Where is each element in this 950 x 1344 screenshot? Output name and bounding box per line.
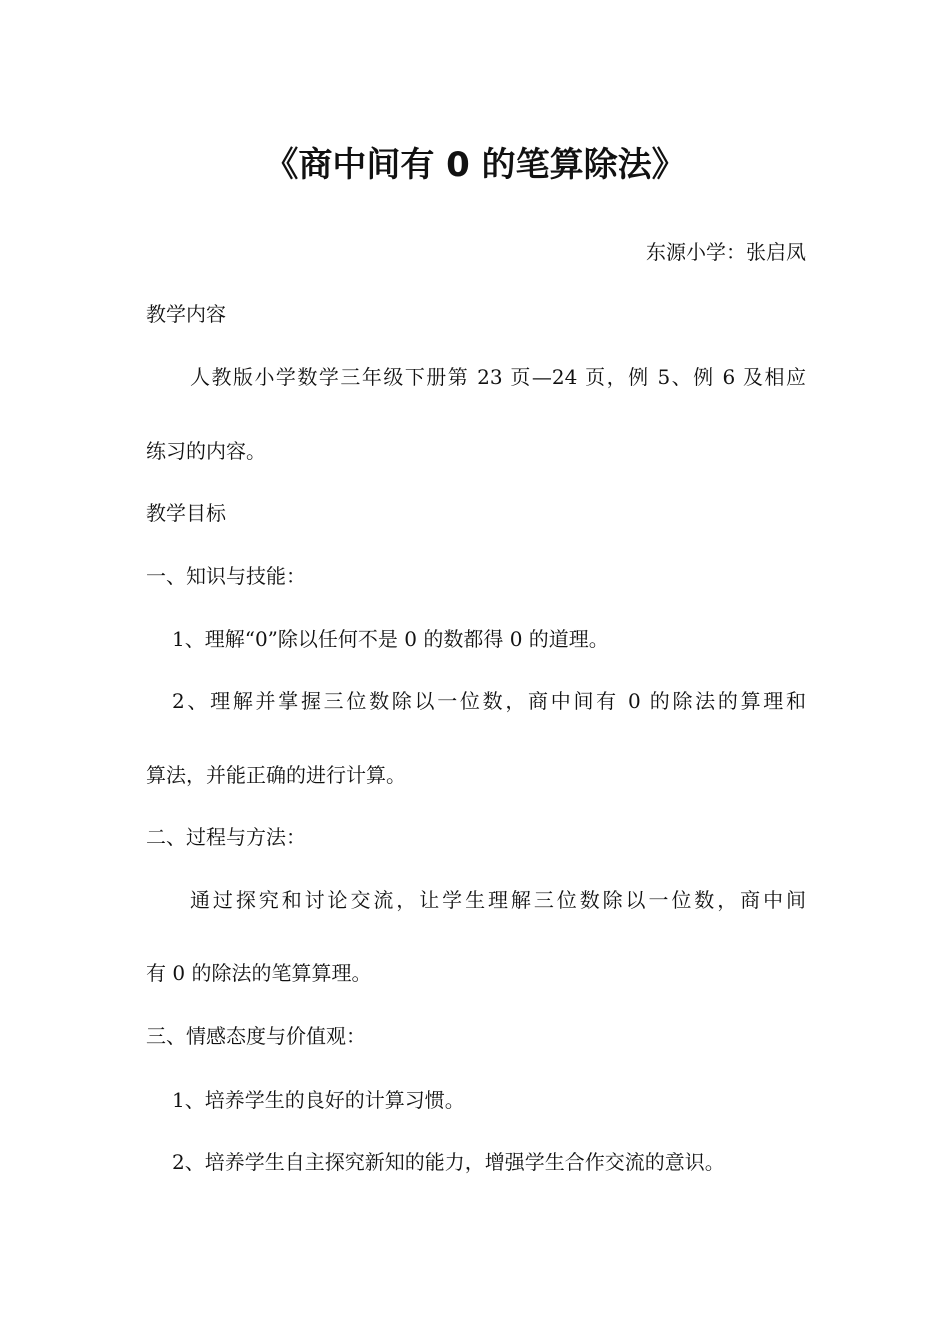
goals-heading: 教学目标 (146, 501, 226, 525)
goal2-heading: 二、过程与方法： (146, 825, 306, 849)
goal2-paragraph-line2: 有 0 的除法的笔算算理。 (146, 961, 372, 985)
goal3-item2: 2、培养学生自主探究新知的能力，增强学生合作交流的意识。 (172, 1150, 725, 1174)
document-title: 《商中间有 0 的笔算除法》 (264, 145, 686, 185)
author-line: 东源小学：张启凤 (646, 240, 806, 264)
content-paragraph-line1: 人教版小学数学三年级下册第 23 页—24 页，例 5、例 6 及相应 (190, 365, 806, 389)
goal2-paragraph-line1: 通过探究和讨论交流，让学生理解三位数除以一位数，商中间 (190, 888, 806, 912)
goal3-heading: 三、情感态度与价值观： (146, 1024, 366, 1048)
goal3-item1: 1、培养学生的良好的计算习惯。 (172, 1088, 465, 1112)
goal1-item2-line2: 算法，并能正确的进行计算。 (146, 763, 406, 787)
goal1-item2-line1: 2、理解并掌握三位数除以一位数，商中间有 0 的除法的算理和 (172, 689, 806, 713)
goal1-item1: 1、理解“0”除以任何不是 0 的数都得 0 的道理。 (172, 627, 609, 651)
content-heading: 教学内容 (146, 302, 226, 326)
content-paragraph-line2: 练习的内容。 (146, 439, 266, 463)
goal1-heading: 一、知识与技能： (146, 564, 306, 588)
